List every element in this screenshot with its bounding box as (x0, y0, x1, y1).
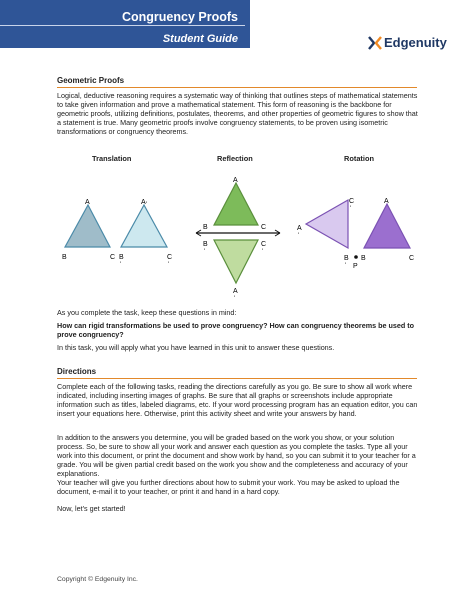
rotation-vertex-c: C (409, 255, 415, 262)
translation-label: Translation (92, 154, 132, 163)
rotation-center-label: P (353, 263, 358, 270)
section-heading-geometric-proofs: Geometric Proofs (57, 76, 125, 85)
rotation-original-triangle (364, 204, 410, 248)
edgenuity-logo (368, 35, 447, 50)
rotation-center-point (354, 255, 358, 259)
translation-vertex-a: A (85, 199, 90, 206)
rotation-image-vertex-b: B (344, 255, 349, 262)
translation-image-vertex-b-prime: ' (120, 262, 122, 268)
translation-original-triangle (65, 205, 110, 247)
translation-image-vertex-a: A (141, 199, 146, 206)
translation-image-vertex-c-prime: ' (168, 262, 170, 268)
translation-vertex-b: B (62, 254, 67, 261)
translation-image-vertex-a-prime: ' (146, 202, 148, 208)
directions-paragraph-2: In addition to the answers you determine, you will be graded based on the work you show, or your solution process. So, be sure to show all your work and answer each question as you complete the tasks. Type all your work into this document, or print the document and show work by hand, so you can submit it to your teacher for a grade. You will be given partial credit based on the work you show and the completeness and accuracy of your explanations. (57, 433, 416, 479)
document-title: Congruency Proofs (122, 10, 238, 24)
edgenuity-x-icon (368, 36, 382, 50)
logo-text: Edgenuity (384, 35, 447, 50)
rotation-label: Rotation (344, 154, 374, 163)
reflection-image-vertex-b-prime: ' (204, 249, 206, 255)
rotation-image-vertex-a-prime: ' (298, 233, 300, 239)
task-statement: In this task, you will apply what you have learned in this unit to answer these questions. (57, 343, 335, 352)
directions-paragraph-1: Complete each of the following tasks, reading the directions carefully as you go. Be sure to show all work where indicated, including inserting images of graphs. Be sure that all graphs or screenshots include appropriate information such as titles, labeled diagrams, etc. If your word processing program has an equation editor, you can insert your equations here. Otherwise, print this activity sheet and write your answers by hand. (57, 382, 418, 419)
intro-paragraph: Logical, deductive reasoning requires a systematic way of thinking that outlines steps of mathematical statements to take given information and prove a mathematical statement. This form of reasoning is the backbone for geometric proofs, utilizing definitions, postulates, theorems, and other properties of geometric figures to show that a statement is true. Many geometric proofs involve congruency statements, to be proven using isometric transformations or congruency theorems. (57, 91, 418, 137)
rotation-diagram (292, 192, 422, 274)
reflection-image-vertex-c-prime: ' (262, 249, 264, 255)
reflection-image-vertex-a: A (233, 288, 238, 295)
reflection-vertex-b: B (203, 224, 208, 231)
rotation-image-vertex-a: A (297, 225, 302, 232)
translation-image-vertex-b: B (119, 254, 124, 261)
questions-intro: As you complete the task, keep these questions in mind: (57, 308, 237, 317)
section-rule (57, 87, 417, 88)
header-divider (0, 25, 245, 26)
directions-paragraph-3: Your teacher will give you further directions about how to submit your work. You may be asked to upload the document, e-mail it to your teacher, or print it and hand in a hard copy. (57, 478, 400, 497)
rotation-image-vertex-b-prime: ' (345, 263, 347, 269)
key-question: How can rigid transformations be used to prove congruency? How can congruency theorems be used to prove congruency? (57, 321, 415, 340)
rotation-image-vertex-c: C (349, 198, 355, 205)
rotation-vertex-a: A (384, 198, 389, 205)
reflection-vertex-a: A (233, 177, 238, 184)
reflection-original-triangle (214, 183, 258, 225)
copyright-footer: Copyright © Edgenuity Inc. (57, 576, 138, 583)
reflection-image-triangle (214, 240, 258, 283)
reflection-image-vertex-a-prime: ' (234, 296, 236, 301)
directions-paragraph-4: Now, let’s get started! (57, 504, 126, 513)
reflection-label: Reflection (217, 154, 253, 163)
rotation-vertex-b: B (361, 255, 366, 262)
rotation-image-vertex-c-prime: ' (350, 206, 352, 212)
section-rule (57, 378, 417, 379)
reflection-image-vertex-b: B (203, 241, 208, 248)
document-subtitle: Student Guide (162, 33, 238, 45)
translation-image-triangle (121, 205, 167, 247)
reflection-vertex-c: C (261, 224, 267, 231)
translation-diagram (55, 195, 185, 275)
reflection-image-vertex-c: C (261, 241, 267, 248)
translation-vertex-c: C (110, 254, 116, 261)
rotation-image-triangle (306, 200, 348, 248)
reflection-diagram (190, 173, 290, 301)
section-heading-directions: Directions (57, 367, 97, 376)
translation-image-vertex-c: C (167, 254, 173, 261)
